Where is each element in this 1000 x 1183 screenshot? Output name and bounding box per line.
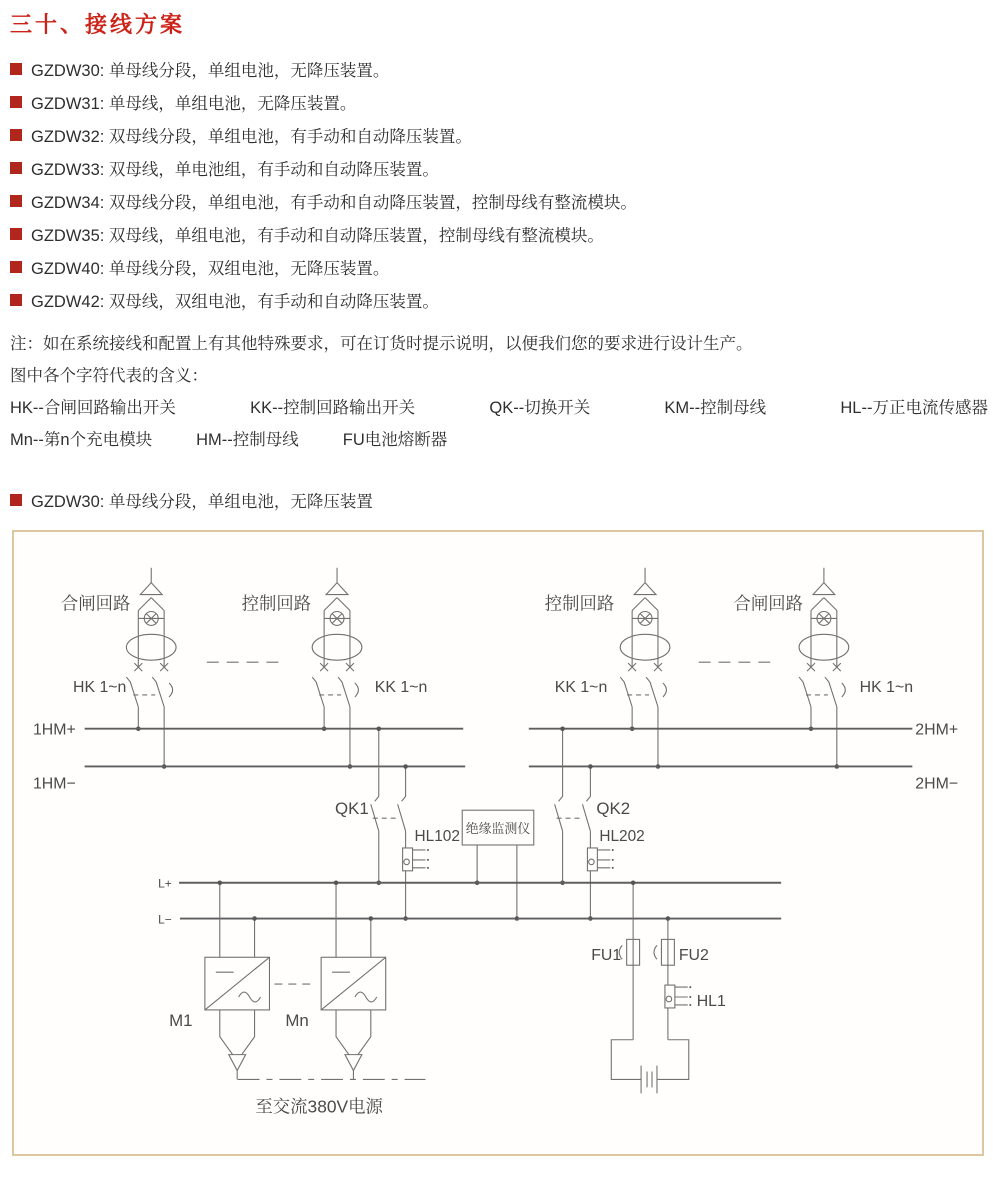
- legend-row-2: [10, 426, 447, 450]
- label-hl1: HL1: [696, 992, 726, 1010]
- bullet-square-icon: [10, 129, 22, 141]
- label-ac-source: 至交流380V电源: [255, 1096, 383, 1117]
- hl202-sensor: [587, 848, 613, 921]
- hl1-sensor: [665, 985, 691, 1040]
- legend-item-hk: HK--合闸回路输出开关: [10, 399, 176, 417]
- label-l-plus: L+: [158, 876, 172, 891]
- label-closing-circuit-right: 合闸回路: [733, 593, 804, 614]
- bullet-square-icon: [10, 494, 22, 506]
- feeder-closing-right: [799, 568, 849, 769]
- bullet-square-icon: [10, 261, 22, 273]
- label-kk-right: KK 1~n: [554, 678, 608, 696]
- label-qk2: QK2: [596, 799, 631, 819]
- legend-item-kk: KK--控制回路输出开关: [250, 399, 416, 417]
- legend-item-km: KM--控制母线: [664, 399, 767, 417]
- label-l-minus: L−: [158, 912, 172, 927]
- label-bus-1hm-minus: 1HM−: [32, 775, 76, 793]
- label-hk-left: HK 1~n: [72, 678, 127, 696]
- label-bus-2hm-plus: 2HM+: [915, 721, 959, 739]
- note-text: 注：如在系统接线和配置上有其他特殊要求，可在订货时提示说明，以便我们您的要求进行设计生产。: [10, 335, 753, 353]
- legend-item-mn: Mn--第n个充电模块: [10, 431, 153, 449]
- bullet-square-icon: [10, 228, 22, 240]
- label-m1: M1: [169, 1010, 193, 1030]
- label-kk-left: KK 1~n: [374, 678, 428, 696]
- page-title: 三十、接线方案: [10, 12, 186, 37]
- list-item: [10, 184, 637, 217]
- label-fu1: FU1: [591, 947, 622, 965]
- model-text: GZDW33: 双母线，单电池组，有手动和自动降压装置。: [31, 160, 439, 179]
- model-list: [10, 52, 637, 316]
- label-fu2: FU2: [678, 947, 709, 965]
- label-bus-2hm-minus: 2HM−: [915, 775, 959, 793]
- bullet-square-icon: [10, 162, 22, 174]
- legend-item-hm: HM--控制母线: [196, 431, 299, 449]
- wiring-diagram-box: [12, 530, 984, 1156]
- model-text: GZDW34: 双母线分段，单组电池，有手动和自动降压装置，控制母线有整流模块。: [31, 193, 637, 212]
- hl102-sensor: [403, 848, 429, 921]
- list-item: [10, 283, 637, 316]
- legend-item-hl: HL--万正电流传感器: [840, 399, 988, 417]
- fuse-fu1: [619, 880, 639, 1039]
- section-title: GZDW30: 单母线分段，单组电池，无降压装置: [31, 493, 373, 511]
- wiring-diagram-svg: [14, 532, 982, 1154]
- module-m1: [205, 880, 270, 1079]
- module-mn: [321, 880, 386, 1079]
- label-control-circuit-right: 控制回路: [544, 593, 615, 614]
- list-item: [10, 250, 637, 283]
- label-mn: Mn: [285, 1010, 309, 1030]
- model-text: GZDW30: 单母线分段，单组电池，无降压装置。: [31, 61, 390, 80]
- model-text: GZDW31: 单母线，单组电池，无降压装置。: [31, 94, 357, 113]
- model-text: GZDW32: 双母线分段，单组电池，有手动和自动降压装置。: [31, 127, 472, 146]
- model-text: GZDW35: 双母线，单组电池，有手动和自动降压装置，控制母线有整流模块。: [31, 226, 604, 245]
- bullet-square-icon: [10, 63, 22, 75]
- bullet-square-icon: [10, 96, 22, 108]
- list-item: [10, 151, 637, 184]
- legend-item-fu: FU电池熔断器: [342, 431, 448, 449]
- list-item: [10, 85, 637, 118]
- section-header: [10, 488, 373, 512]
- list-item: [10, 52, 637, 85]
- legend-intro: 图中各个字符代表的含义：: [10, 367, 208, 385]
- feeder-control-left: [312, 568, 362, 769]
- label-insulation-monitor: 绝缘监测仪: [465, 821, 531, 837]
- label-hl202: HL202: [599, 828, 645, 846]
- legend-item-qk: QK--切换开关: [489, 399, 591, 417]
- label-closing-circuit-left: 合闸回路: [60, 593, 131, 614]
- bullet-square-icon: [10, 294, 22, 306]
- battery: [611, 1040, 689, 1094]
- fuse-fu2: [654, 916, 674, 985]
- feeder-control-right: [620, 568, 670, 769]
- legend-row-1: [10, 394, 988, 418]
- model-text: GZDW40: 单母线分段，双组电池，无降压装置。: [31, 259, 390, 278]
- label-qk1: QK1: [335, 799, 369, 819]
- label-hl102: HL102: [414, 828, 460, 846]
- bullet-square-icon: [10, 195, 22, 207]
- label-bus-1hm-plus: 1HM+: [32, 721, 76, 739]
- list-item: [10, 217, 637, 250]
- model-text: GZDW42: 双母线，双组电池，有手动和自动降压装置。: [31, 292, 439, 311]
- feeder-closing-left: [126, 568, 176, 769]
- label-hk-right: HK 1~n: [859, 678, 914, 696]
- list-item: [10, 118, 637, 151]
- label-control-circuit-left: 控制回路: [241, 593, 312, 614]
